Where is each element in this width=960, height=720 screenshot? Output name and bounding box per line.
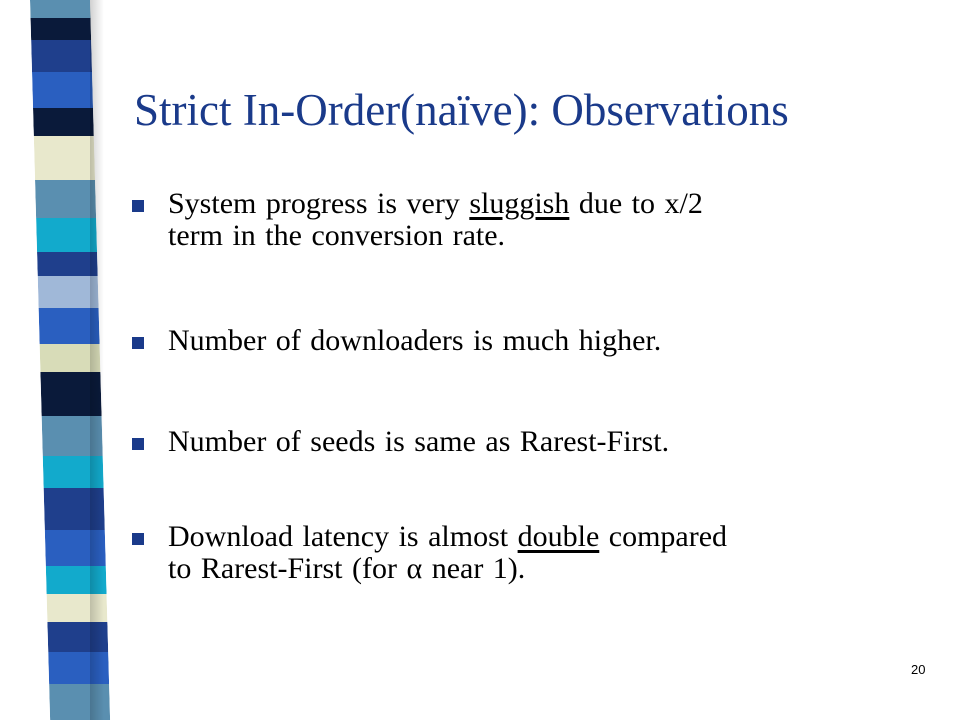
square-bullet-icon	[132, 533, 144, 545]
square-bullet-icon	[132, 337, 144, 349]
bullet-text-segment: System progress is very	[168, 187, 470, 220]
bullet-text-segment: Number of seeds is same as Rarest-First.	[168, 425, 670, 458]
underlined-word: sluggish	[469, 187, 570, 220]
page-number: 20	[911, 662, 926, 677]
bullet-text	[168, 521, 727, 585]
alpha-symbol: α	[406, 552, 423, 585]
bullet-item	[132, 521, 892, 585]
stripe-segment	[34, 136, 95, 180]
bullet-text-segment: Number of downloaders is much higher.	[168, 324, 662, 357]
bullet-item	[132, 325, 892, 357]
bullet-text	[168, 426, 669, 458]
stripe-segment	[31, 40, 92, 72]
square-bullet-icon	[132, 200, 144, 212]
square-bullet-icon	[132, 438, 144, 450]
bullet-text-segment: Download latency is almost	[168, 520, 518, 553]
stripe-segment	[30, 0, 91, 18]
bullet-item	[132, 188, 892, 252]
stripe-segment	[36, 218, 97, 252]
stripe-segment	[32, 72, 93, 108]
stripe-shadow	[90, 0, 104, 720]
bullet-text	[168, 188, 703, 252]
stripe-segment	[37, 252, 98, 276]
bullet-item	[132, 426, 892, 458]
slide-title: Strict In-Order(naïve): Observations	[134, 85, 789, 135]
bullet-text-segment: near 1).	[422, 552, 526, 585]
stripe-segment	[35, 180, 96, 218]
bullet-text-segment: due to x/2	[569, 187, 703, 220]
bullet-text	[168, 325, 661, 357]
stripe-segment	[31, 18, 92, 40]
bullet-text-segment: compared	[599, 520, 728, 553]
bullet-text-segment: term in the conversion rate.	[168, 219, 506, 252]
stripe-segment	[33, 108, 94, 136]
underlined-word: double	[517, 520, 600, 553]
bullet-text-segment: to Rarest-First (for	[168, 552, 407, 585]
